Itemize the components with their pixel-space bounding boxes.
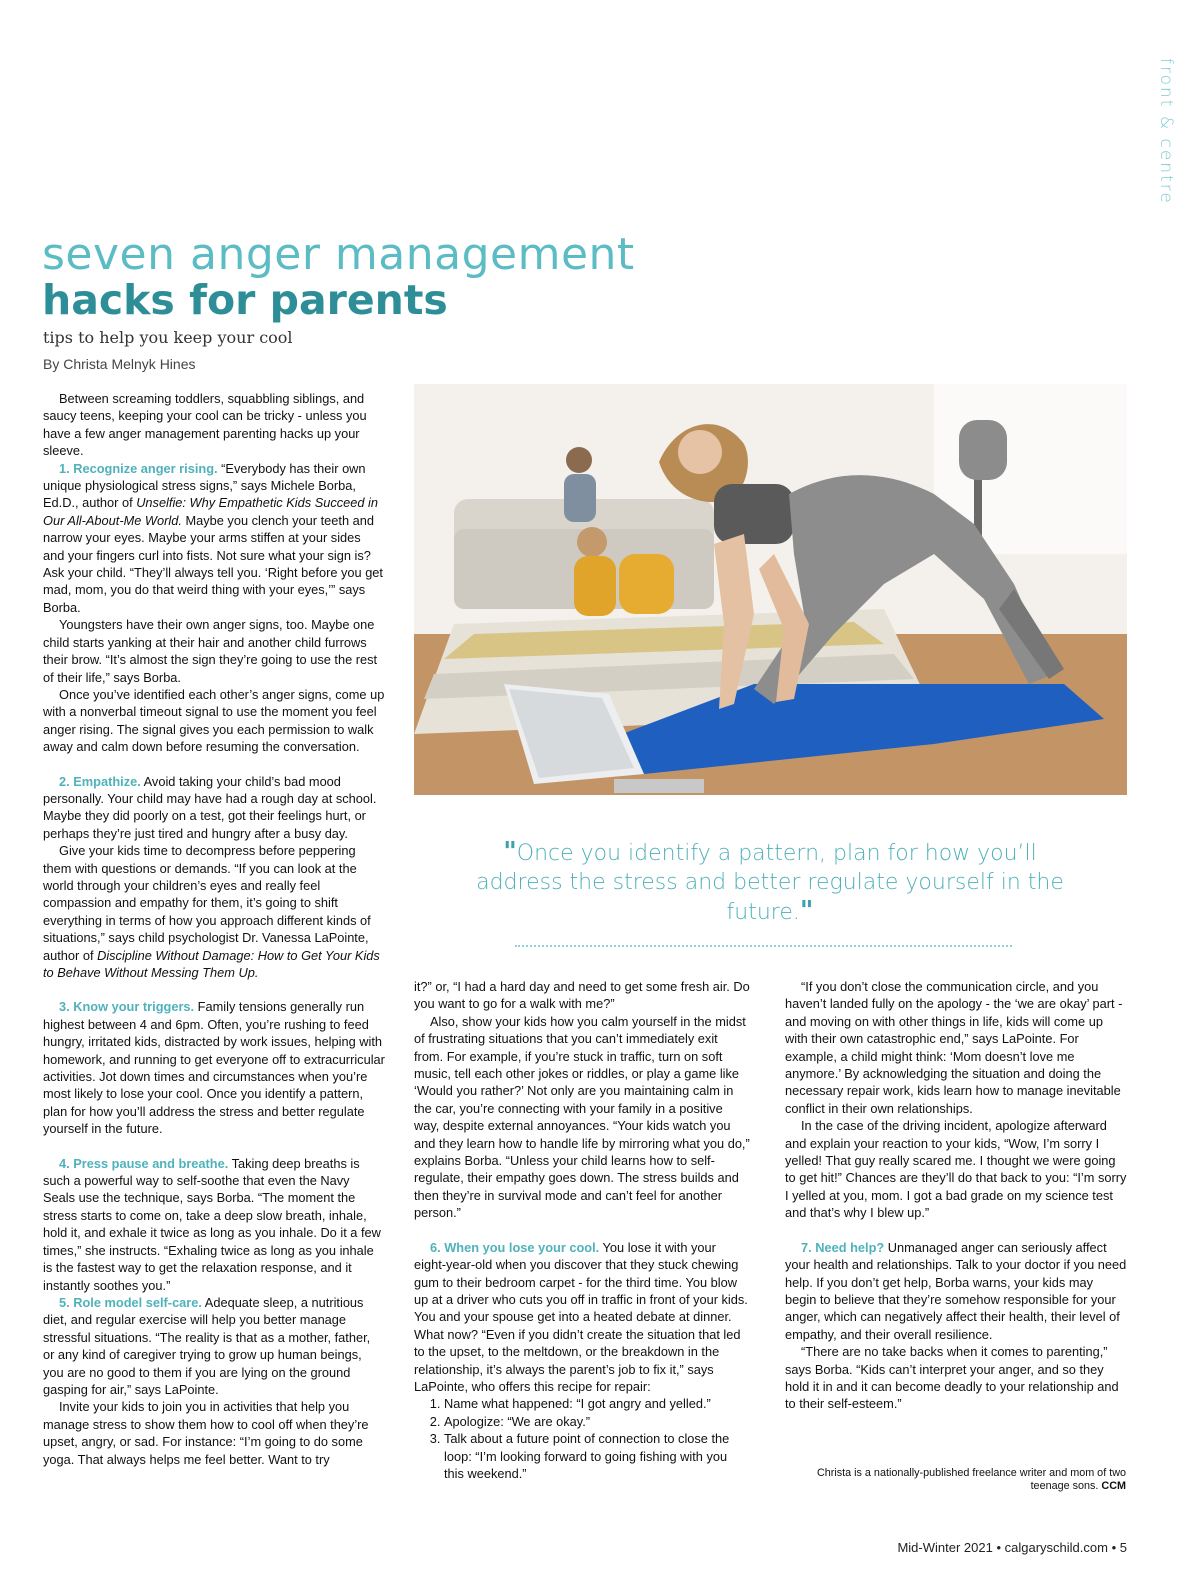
paragraph: Youngsters have their own anger signs, too. Maybe one child starts yanking at their hair and another child furrows their brow. “It’s almost the sign they’re going to use the rest of their life,” says Borba. (43, 617, 378, 685)
tip-5-heading: 5. Role model self-care. (59, 1294, 202, 1310)
tip-7-text: Unmanaged anger can seriously affect your health and relationships. Talk to your doctor if you need help. If you don’t get help, Borba warns, your kids may begin to believe that they’re somehow responsible for your anger, which can negatively affect their health, their level of empathy, and their overall resilience. (785, 1239, 1127, 1342)
footer-separator: • (996, 1540, 1001, 1555)
page-footer (897, 1540, 1127, 1555)
byline: By Christa Melnyk Hines (43, 356, 196, 372)
tip-2-text-cont: Give your kids time to decompress before peppering them with questions or demands. “If you can look at the world through your children’s eyes and really feel compassion and empathy for them, it’s going to shift everything in terms of how you approach different kinds of situations,” says child psychologist Dr. Vanessa LaPointe, author of (43, 843, 371, 963)
tip-4-heading: 4. Press pause and breathe. (59, 1155, 229, 1171)
article-photo (414, 384, 1127, 795)
tip-1-heading: 1. Recognize anger rising. (59, 460, 218, 476)
article-column-1 (43, 390, 385, 1468)
paragraph: “If you don’t close the communication circle, and you haven’t landed fully on the apology - the ‘we are okay’ part - and moving on with other things in life, kids will come up with their own catastrophic end,” says LaPointe. For example, a child might think: ‘Mom doesn’t love me anymore.’ By acknowledging the situation and doing the necessary repair work, kids learn how to manage inevitable conflict in their own relationships. (785, 979, 1123, 1116)
repair-steps-list (414, 1395, 750, 1482)
site-name: calgaryschild.com (1004, 1540, 1108, 1555)
signoff-mark: CCM (1101, 1480, 1126, 1492)
close-quote-mark: " (799, 896, 814, 926)
tip-7-paragraph (785, 1239, 1127, 1343)
open-quote-mark: " (503, 837, 517, 867)
paragraph: it?” or, “I had a hard day and need to get some fresh air. Do you want to go for a walk with me?” (414, 979, 750, 1012)
book-title-discipline: Discipline Without Damage: How to Get Your Kids to Behave Without Messing Them Up. (43, 947, 380, 980)
section-tag: front & centre (1156, 58, 1176, 205)
tip-5-text: Adequate sleep, a nutritious diet, and regular exercise will help you better manage stressful situations. “The reality is that as a mother, father, or any kind of caregiver trying to grow up human beings, you are no good to them if you are lying on the ground gasping for air,” says LaPointe. (43, 1294, 371, 1397)
tip-6-text: You lose it with your eight-year-old when you discover that they stuck chewing gum to their bedroom carpet - for the third time. You blow up at a driver who cuts you off in traffic in front of your kids. You and your spouse get into a heated debate at dinner. What now? “Even if you didn’t create the situation that led to the upset, to the meltdown, or the breakdown in the relationship, it’s always the parent’s job to fix it,” says LaPointe, who offers this recipe for repair: (414, 1239, 748, 1394)
tip-1-text: “Everybody has their own unique physiological stress signs,” says Michele Borba, Ed.D., author of (43, 460, 366, 511)
intro-paragraph: Between screaming toddlers, squabbling siblings, and saucy teens, keeping your cool can be tricky - unless you have a few anger management parenting hacks up your sleeve. (43, 391, 367, 459)
tip-1-paragraph (43, 460, 385, 617)
tip-6-heading: 6. When you lose your cool. (430, 1239, 600, 1255)
headline-line-2: hacks for parents (42, 276, 448, 324)
pull-quote-divider (515, 945, 1012, 947)
deck-subtitle: tips to help you keep your cool (43, 328, 293, 347)
tip-4-paragraph (43, 1155, 385, 1294)
list-item: 2. Apologize: “We are okay.” (444, 1413, 750, 1430)
tip-3-text: Family tensions generally run highest between 4 and 6pm. Often, you’re rushing to feed hungry, irritated kids, distracted by work issues, helping with homework, and running to get everyone off to extracurricular activities. Jot down times and circumstances when you’re most likely to lose your cool. Once you identify a pattern, plan for how you’ll address the stress and better regulate yourself in the future. (43, 999, 385, 1137)
tip-5-paragraph (43, 1294, 385, 1398)
paragraph (43, 842, 385, 981)
tip-2-heading: 2. Empathize. (59, 773, 141, 789)
article-column-2 (414, 978, 750, 1482)
tip-7-heading: 7. Need help? (801, 1239, 885, 1255)
list-item: 1. Name what happened: “I got angry and yelled.” (444, 1395, 750, 1412)
tip-3-heading: 3. Know your triggers. (59, 999, 195, 1015)
paragraph: Invite your kids to join you in activities that help you manage stress to show them how to cool off when they’re upset, angry, or sad. For instance: “I’m going to do some yoga. That always helps me feel better. Want to try (43, 1399, 369, 1467)
tip-2-text: Avoid taking your child’s bad mood personally. Your child may have had a rough day at school. Maybe they did poorly on a test, got their feelings hurt, or perhaps they’re just tired and hungry after a busy day. (43, 773, 377, 841)
pull-quote (470, 838, 1070, 927)
paragraph: “There are no take backs when it comes to parenting,” says Borba. “Kids can’t interpret your anger, and so they hold it in and it can become deadly to your relationship and to their self-esteem.” (785, 1344, 1119, 1412)
tip-2-paragraph (43, 773, 385, 843)
author-bio-text: Christa is a nationally-published freelance writer and mom of two teenage sons. (816, 1467, 1126, 1492)
tip-1-text-cont: Maybe you clench your teeth and narrow your eyes. Maybe your arms stiffen at your sides and your fingers curl into fists. Not sure what your sign is? Ask your child. “They’ll always tell you. ‘Right before you get mad, mom, you do that weird thing with your eyes,’” says Borba. (43, 512, 383, 615)
paragraph: Also, show your kids how you calm yourself in the midst of frustrating situations that you can’t immediately exit from. For example, if you’re stuck in traffic, turn on soft music, tell each other jokes or riddles, or play a game like ‘Would you rather?’ Not only are you maintaining calm in the car, you’re connecting with your family in a positive way, despite external annoyances. “Your kids watch you and they learn how to handle life by mirroring what you do,” explains Borba. “Unless your child learns how to self-regulate, their empathy goes down. The stress builds and then they’re in survival mode and can’t feel for another person.” (414, 1013, 750, 1221)
book-title-unselfie: Unselfie: Why Empathetic Kids Succeed in Our All-About-Me World. (43, 495, 379, 528)
pull-quote-text: Once you identify a pattern, plan for how you’ll address the stress and better regulate yourself in the future. (476, 841, 1064, 925)
photo-illustration (414, 384, 1127, 795)
article-column-3 (785, 978, 1127, 1413)
page-number: 5 (1119, 1540, 1127, 1555)
tip-4-text: Taking deep breaths is such a powerful way to self-soothe that even the Navy Seals use the technique, says Borba. “The moment the stress starts to come on, take a deep slow breath, inhale, hold it, and exhale it twice as long as you inhale. Do it a few times,” she instructs. “Exhaling twice as long as you inhale is the fastest way to get the relaxation response, and it instantly soothes you.” (43, 1155, 381, 1293)
paragraph: In the case of the driving incident, apologize afterward and explain your reaction to your kids, “Wow, I’m sorry I yelled! That guy really scared me. I thought we were going to get hit!” Chances are they’ll do that back to you: “I’m sorry I yelled at you, mom. I got a bad grade on my science test and that’s why I blew up.” (785, 1118, 1127, 1221)
footer-separator: • (1111, 1540, 1117, 1555)
headline-line-1: seven anger management (42, 229, 635, 280)
tip-6-paragraph (414, 1239, 750, 1396)
list-item: 3. Talk about a future point of connection to close the loop: “I’m looking forward to going fishing with you this weekend.” (444, 1430, 750, 1482)
paragraph: Once you’ve identified each other’s anger signs, come up with a nonverbal timeout signal to use the moment you feel anger rising. The signal gives you each permission to walk away and calm down before resuming the conversation. (43, 686, 385, 755)
author-bio (790, 1467, 1126, 1493)
tip-3-paragraph (43, 998, 385, 1137)
issue-label: Mid-Winter 2021 (897, 1540, 993, 1555)
